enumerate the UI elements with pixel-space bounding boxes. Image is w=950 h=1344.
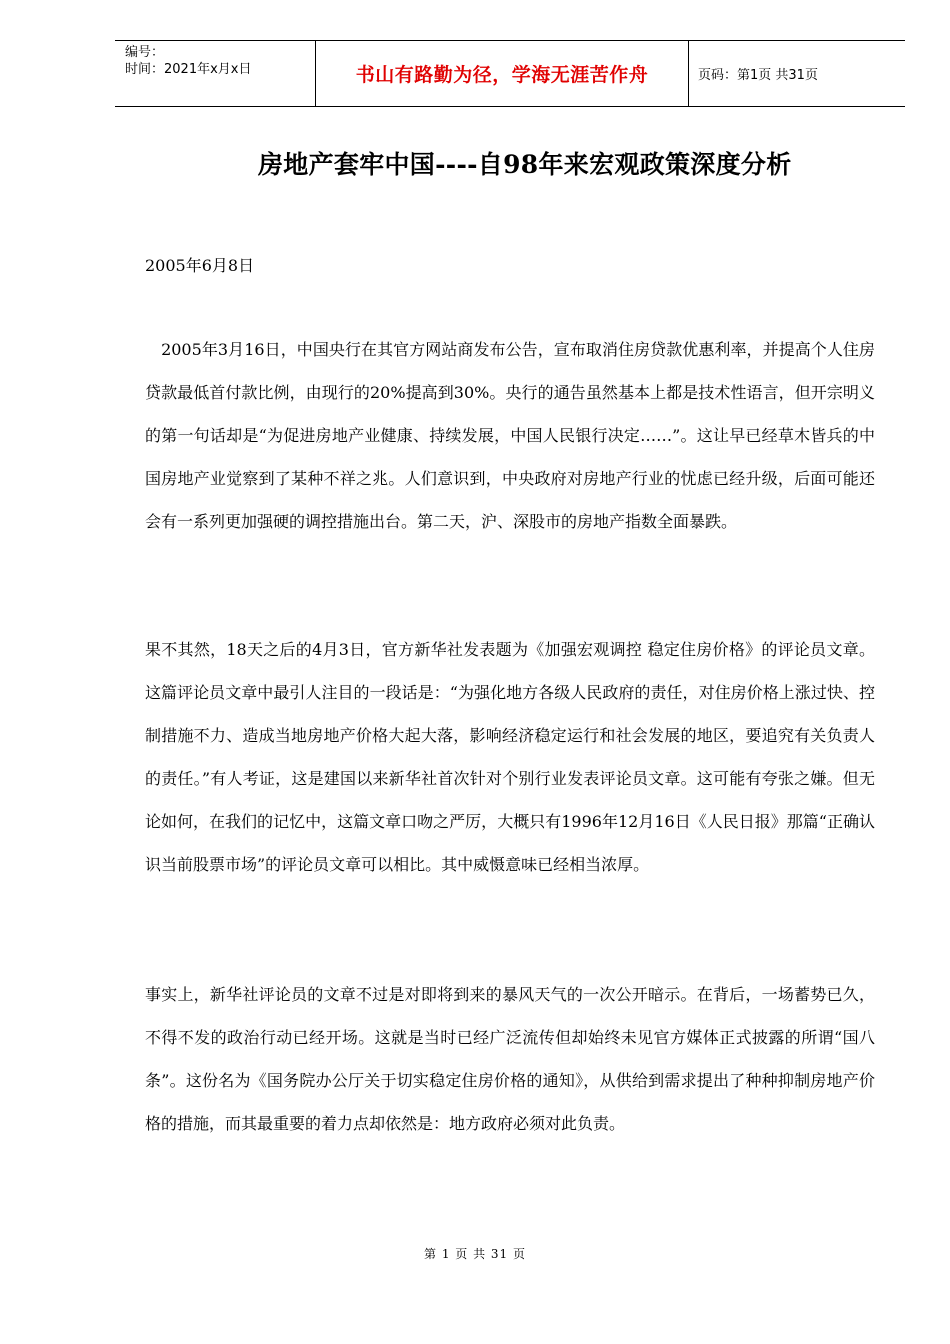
time-label: 时间：2021年x月x日: [125, 62, 252, 77]
paragraph-2: 果不其然，18天之后的4月3日，官方新华社发表题为《加强宏观调控 稳定住房价格》的评论员文章。这篇评论员文章中最引人注目的一段话是：“为强化地方各级人民政府的责任，对住房价格上涨过快、控制措施不力、造成当地房地产价格大起大落，影响经济稳定运行和社会发展的地区，要追究有关负责人的责任。”有人考证，这是建国以来新华社首次针对个别行业发表评论员文章。这可能有夸张之嫌。但无论如何，在我们的记忆中，这篇文章口吻之严厉，大概只有1996年12月16日《人民日报》那篇“正确认识当前股票市场”的评论员文章可以相比。其中威慑意味已经相当浓厚。: [145, 640, 875, 874]
paragraph-1: 2005年3月16日，中国央行在其官方网站商发布公告，宣布取消住房贷款优惠利率，并提高个人住房贷款最低首付款比例，由现行的20%提高到30%。央行的通告虽然基本上都是技术性语言，但开宗明义的第一句话却是“为促进房地产业健康、持续发展，中国人民银行决定……”。这让早已经草木皆兵的中国房地产业觉察到了某种不祥之兆。人们意识到，中央政府对房地产行业的忧虑已经升级，后面可能还会有一系列更加强硬的调控措施出台。第二天，沪、深股市的房地产指数全面暴跌。: [145, 340, 875, 531]
document-title: 房地产套牢中国----自98年来宏观政策深度分析: [258, 150, 792, 179]
number-label: 编号：: [125, 45, 165, 60]
page-header: [115, 40, 905, 107]
header-meta: [115, 41, 316, 106]
document-date: 2005年6月8日: [145, 256, 255, 275]
header-motto: 书山有路勤为径，学海无涯苦作舟: [316, 41, 689, 106]
header-page-info: 页码：第1页 共31页: [698, 68, 818, 83]
paragraph-3: 事实上，新华社评论员的文章不过是对即将到来的暴风天气的一次公开暗示。在背后，一场蓄势已久，不得不发的政治行动已经开场。这就是当时已经广泛流传但却始终未见官方媒体正式披露的所谓“国八条”。这份名为《国务院办公厅关于切实稳定住房价格的通知》，从供给到需求提出了种种抑制房地产价格的措施，而其最重要的着力点却依然是：地方政府必须对此负责。: [145, 985, 875, 1133]
page-footer: 第 1 页 共 31 页: [424, 1247, 526, 1261]
